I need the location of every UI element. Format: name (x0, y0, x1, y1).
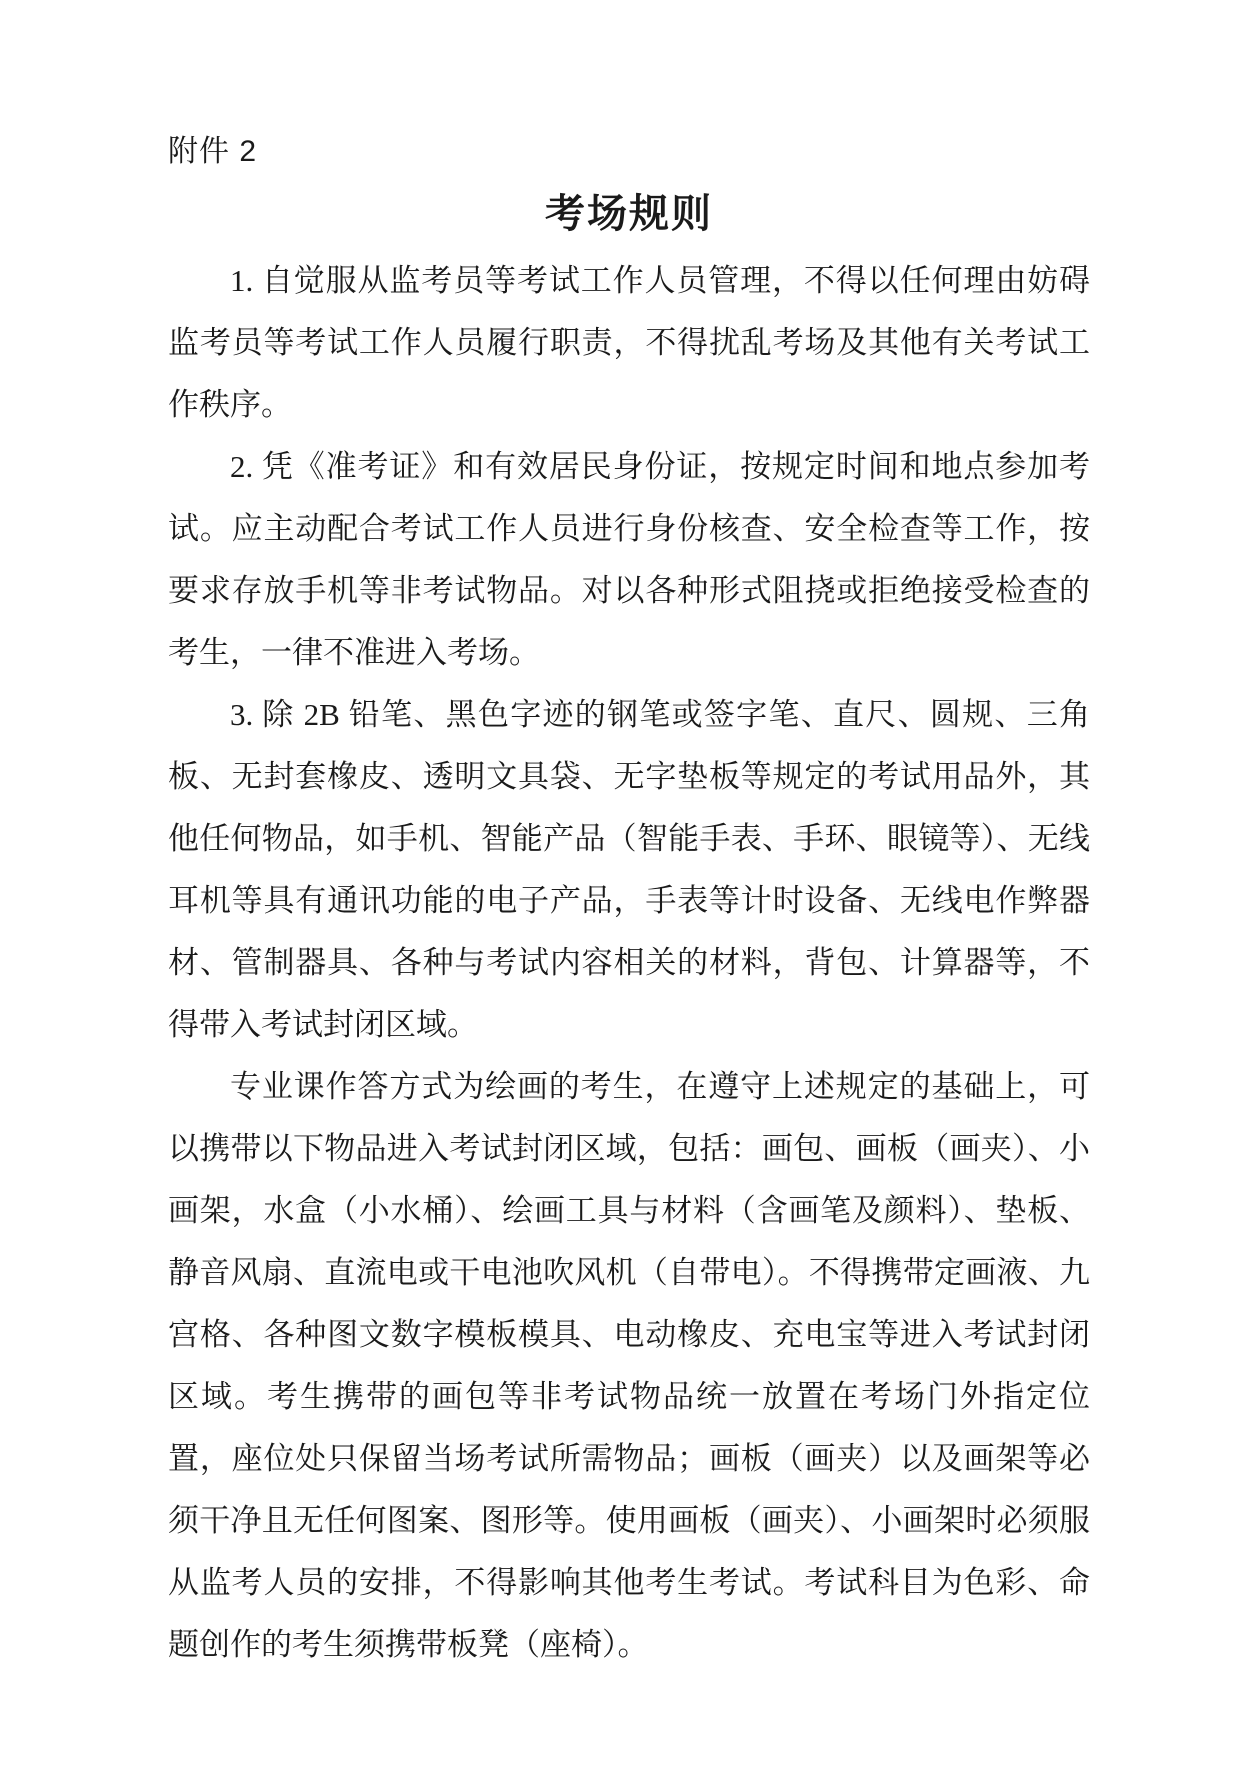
body-paragraph-3: 3. 除 2B 铅笔、黑色字迹的钢笔或签字笔、直尺、圆规、三角板、无封套橡皮、透明文具袋、无字垫板等规定的考试用品外，其他任何物品，如手机、智能产品（智能手表、手环、眼镜等）、无线耳机等具有通讯功能的电子产品，手表等计时设备、无线电作弊器材、管制器具、各种与考试内容相关的材料，背包、计算器等，不得带入考试封闭区域。 (168, 697, 1090, 1042)
attachment-label: 附件 2 (168, 135, 258, 168)
body-paragraph-2: 2. 凭《准考证》和有效居民身份证，按规定时间和地点参加考试。应主动配合考试工作人员进行身份核查、安全检查等工作，按要求存放手机等非考试物品。对以各种形式阻挠或拒绝接受检查的考生，一律不准进入考场。 (168, 449, 1090, 670)
body-paragraph-1: 1. 自觉服从监考员等考试工作人员管理，不得以任何理由妨碍监考员等考试工作人员履行职责，不得扰乱考场及其他有关考试工作秩序。 (168, 263, 1090, 422)
body-paragraph-4: 专业课作答方式为绘画的考生，在遵守上述规定的基础上，可以携带以下物品进入考试封闭区域，包括：画包、画板（画夹）、小画架，水盒（小水桶）、绘画工具与材料（含画笔及颜料）、垫板、静音风扇、直流电或干电池吹风机（自带电）。不得携带定画液、九宫格、各种图文数字模板模具、电动橡皮、充电宝等进入考试封闭区域。考生携带的画包等非考试物品统一放置在考场门外指定位置，座位处只保留当场考试所需物品；画板（画夹）以及画架等必须干净且无任何图案、图形等。使用画板（画夹）、小画架时必须服从监考人员的安排，不得影响其他考生考试。考试科目为色彩、命题创作的考生须携带板凳（座椅）。 (168, 1069, 1090, 1662)
document-body (168, 250, 1090, 1676)
page-title: 考场规则 (545, 192, 713, 236)
